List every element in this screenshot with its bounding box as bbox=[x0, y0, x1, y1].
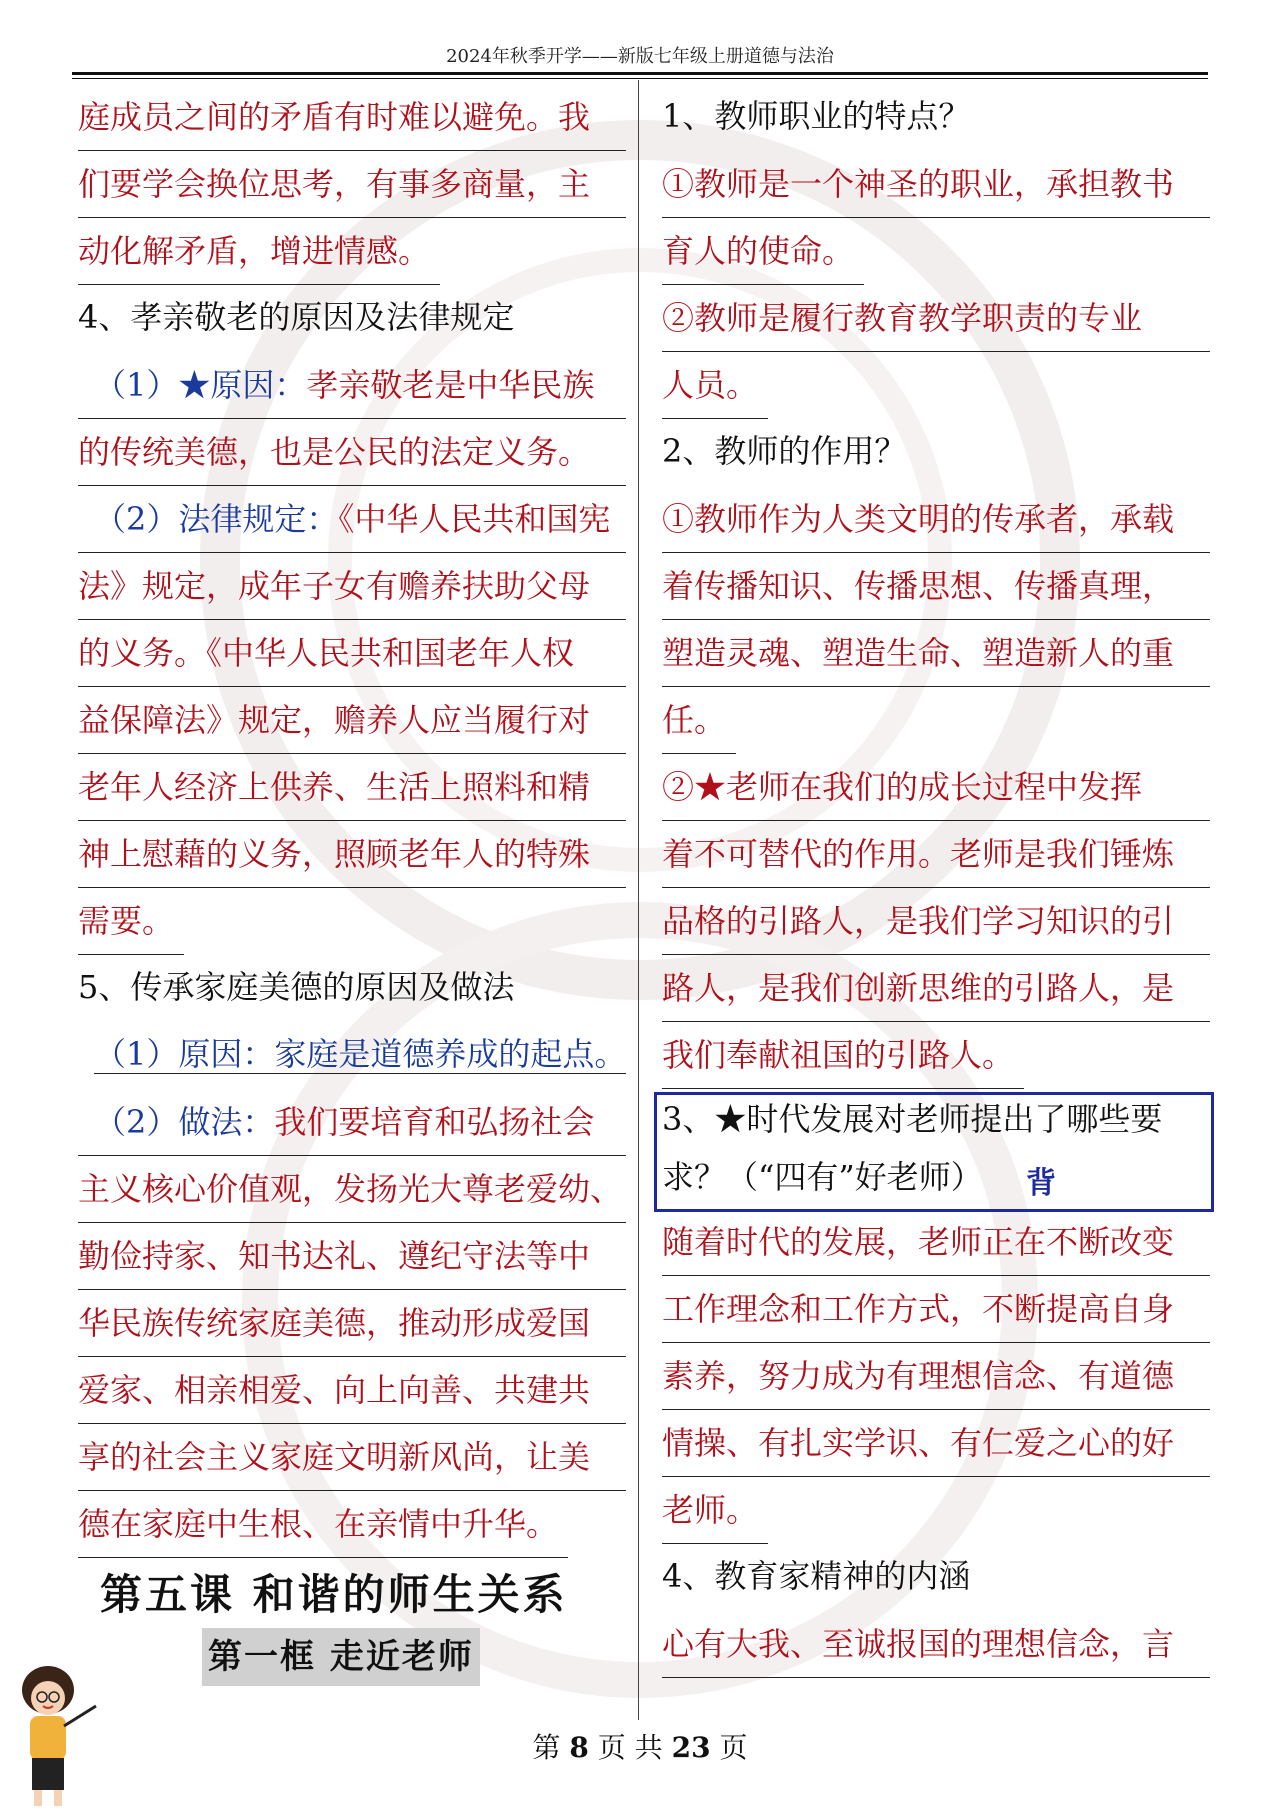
q5-method-line: 爱家、相亲相爱、向上向善、共建共 bbox=[78, 1357, 626, 1424]
q2-answer-line: 着不可替代的作用。老师是我们锤炼 bbox=[662, 821, 1210, 888]
q5-reason-text: 家庭是道德养成的起点。 bbox=[274, 1035, 627, 1073]
q4-law-line: 需要。 bbox=[78, 888, 184, 955]
question-3-title-line1: 3、★时代发展对老师提出了哪些要 bbox=[662, 1100, 1163, 1138]
q5-method-line: 德在家庭中生根、在亲情中升华。 bbox=[78, 1491, 568, 1558]
q4-law-label: （2）法律规定： bbox=[94, 500, 339, 538]
q1-answer-line: ①教师是一个神圣的职业，承担教书 bbox=[662, 151, 1210, 218]
q4-law-line bbox=[78, 486, 626, 553]
q5-method-line bbox=[78, 1089, 626, 1156]
memorize-mark: 背 bbox=[1026, 1166, 1056, 1201]
q5-method-label: （2）做法： bbox=[94, 1103, 275, 1141]
q4-right-answer-line: 心有大我、至诚报国的理想信念，言 bbox=[662, 1611, 1210, 1678]
q2-answer-line: 任。 bbox=[662, 687, 736, 754]
q5-method-line: 主义核心价值观，发扬光大尊老爱幼、 bbox=[78, 1156, 626, 1223]
q5-method-line: 享的社会主义家庭文明新风尚，让美 bbox=[78, 1424, 626, 1491]
intro-line: 庭成员之间的矛盾有时难以避免。我 bbox=[78, 84, 626, 151]
footer-page-number: 8 bbox=[569, 1731, 589, 1764]
question-2-title: 2、教师的作用？ bbox=[662, 432, 907, 470]
q2-answer-line: 着传播知识、传播思想、传播真理， bbox=[662, 553, 1210, 620]
q4-law-text: 《中华人民共和国宪 bbox=[338, 500, 611, 538]
question-4-right-title: 4、教育家精神的内涵 bbox=[662, 1557, 971, 1595]
q1-answer-line: ②教师是履行教育教学职责的专业 bbox=[662, 285, 1210, 352]
q1-answer-line: 人员。 bbox=[662, 352, 768, 419]
q4-law-line: 的义务。《中华人民共和国老年人权 bbox=[78, 620, 626, 687]
q4-reason-line bbox=[78, 352, 626, 419]
footer-suffix: 页 bbox=[719, 1731, 748, 1764]
question-5-title: 5、传承家庭美德的原因及做法 bbox=[78, 968, 515, 1006]
page-footer bbox=[0, 1726, 1280, 1766]
q4-law-line: 益保障法》规定，赡养人应当履行对 bbox=[78, 687, 626, 754]
intro-line: 们要学会换位思考，有事多商量，主 bbox=[78, 151, 626, 218]
q4-law-line: 神上慰藉的义务，照顾老年人的特殊 bbox=[78, 821, 626, 888]
q3-answer-line: 素养，努力成为有理想信念、有道德 bbox=[662, 1343, 1210, 1410]
column-divider bbox=[638, 80, 639, 1720]
q2-answer-line: 品格的引路人，是我们学习知识的引 bbox=[662, 888, 1210, 955]
question-1-title: 1、教师职业的特点？ bbox=[662, 97, 971, 135]
header-rule-thin bbox=[72, 78, 1208, 79]
q4-reason-label: （1）★原因： bbox=[94, 366, 307, 404]
q2-answer-line: ②★老师在我们的成长过程中发挥 bbox=[662, 754, 1210, 821]
q5-reason-label: （1）原因： bbox=[94, 1035, 275, 1073]
q2-answer-line: ①教师作为人类文明的传承者，承载 bbox=[662, 486, 1210, 553]
frame-title: 第一框 走近老师 bbox=[202, 1628, 480, 1686]
q3-answer-line: 工作理念和工作方式，不断提高自身 bbox=[662, 1276, 1210, 1343]
right-column bbox=[662, 84, 1210, 1678]
q2-answer-line: 路人，是我们创新思维的引路人，是 bbox=[662, 955, 1210, 1022]
question-3-title-line2: 求？（“四有”好老师） bbox=[662, 1158, 983, 1196]
q4-reason-text: 孝亲敬老是中华民族 bbox=[306, 366, 595, 404]
footer-prefix: 第 bbox=[532, 1731, 561, 1764]
footer-total-pages: 23 bbox=[671, 1731, 711, 1764]
question-4-title: 4、孝亲敬老的原因及法律规定 bbox=[78, 298, 515, 336]
intro-line: 动化解矛盾，增进情感。 bbox=[78, 218, 440, 285]
q5-method-line: 华民族传统家庭美德，推动形成爱国 bbox=[78, 1290, 626, 1357]
q5-reason-line bbox=[78, 1022, 626, 1089]
q4-law-line: 法》规定，成年子女有赡养扶助父母 bbox=[78, 553, 626, 620]
q5-method-line: 勤俭持家、知书达礼、遵纪守法等中 bbox=[78, 1223, 626, 1290]
header-rule-thick bbox=[72, 72, 1208, 75]
q4-law-line: 老年人经济上供养、生活上照料和精 bbox=[78, 754, 626, 821]
q2-answer-line: 塑造灵魂、塑造生命、塑造新人的重 bbox=[662, 620, 1210, 687]
q3-answer-line: 老师。 bbox=[662, 1477, 768, 1544]
lesson-title: 第五课 和谐的师生关系 bbox=[100, 1570, 568, 1619]
q3-answer-line: 随着时代的发展，老师正在不断改变 bbox=[662, 1209, 1210, 1276]
q1-answer-line: 育人的使命。 bbox=[662, 218, 864, 285]
q3-answer-line: 情操、有扎实学识、有仁爱之心的好 bbox=[662, 1410, 1210, 1477]
question-3-highlight-box bbox=[654, 1092, 1214, 1212]
footer-middle: 页 共 bbox=[597, 1731, 663, 1764]
q2-answer-line: 我们奉献祖国的引路人。 bbox=[662, 1022, 1024, 1089]
page-header: 2024年秋季开学——新版七年级上册道德与法治 bbox=[446, 46, 834, 67]
q4-reason-line: 的传统美德，也是公民的法定义务。 bbox=[78, 419, 626, 486]
q5-method-text: 我们要培育和弘扬社会 bbox=[274, 1103, 595, 1141]
left-column bbox=[78, 84, 626, 1558]
